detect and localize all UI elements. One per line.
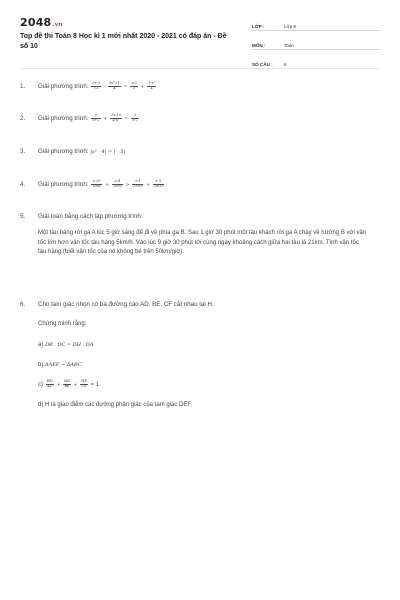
equation-3: |x² - 4| = | - 5| [90,149,126,155]
part-b-expr: ΔAEF ~ ΔABC [45,362,82,368]
part-c-tail: = 1 [88,381,100,388]
meta-row-subject [252,37,380,50]
part-b [38,361,82,370]
equation-4: $\frac{x-20}{1980}$ + $\frac{x-4}{2000}$ > $\frac{x-1}{2003}$ + $\frac{x-3}{2003}$ [92,179,163,188]
part-b-label: b) [38,362,46,368]
document-title: Top đề thi Toán 8 Học kì 1 mới nhất 2020 - 2021 có đáp án - Đề số 10 [20,33,227,50]
meta-value-count: 6 [284,62,287,67]
logo-tld: .vn [52,22,63,28]
meta-panel [252,18,380,75]
question-number: 6. [20,301,26,308]
header-divider [20,68,380,69]
question-text: Cho tam giác nhọn có ba đường cao AD, BE, CF cắt nhau tại H. [38,301,214,308]
part-a-expr: DB . DC = DH . DA [45,342,94,348]
question-number: 3. [20,148,26,155]
question-number: 2. [20,115,26,122]
part-c-label: c) [38,381,45,388]
question-text: Giải phương trình: [38,148,91,155]
problem-paragraph: Một tàu hàng rời ga A lúc 5 giờ sáng để đi về phía ga B. Sau 1 giờ 30 phút một tàu khách rời ga A chạy về hướng B với vận tốc lớn hơn vận tốc tàu hàng 5km/h. Vào lúc 9 giờ 30 phút tới cùng ngày khoảng cách giữa hai tàu là 21km. Tính vận tốc tàu hàng (biết vận tốc của nó không bé trên 50km/giờ). [38,230,367,255]
meta-key-subject: MÔN : [252,43,266,48]
question-text: Giải phương trình: [38,181,91,188]
equation-2: $\frac{x}{x+2}$ + $\frac{2x-10}{\text{4-x²}}$ = $\frac{2}{x-2}$ [92,113,138,122]
question-number: 4. [20,181,26,188]
meta-value-class: Lớp 8 [284,24,296,29]
question-number: 5. [20,213,26,220]
question-text: Giải phương trình: [38,115,91,122]
part-a-label: a) [38,342,46,348]
question-text: Giải toán bằng cách lập phương trình: [38,213,143,220]
site-logo[interactable] [20,16,63,29]
question-text: Giải phương trình: [38,83,91,90]
part-c-expr: $\frac{HD}{AD}$ + $\frac{HE}{BE}$ + $\frac{HF}{CF}$ [46,379,87,388]
part-c [38,380,99,390]
meta-key-count: SỐ CÂU : [252,62,273,67]
meta-key-class: LỚP : [252,24,265,29]
logo-main: 2048 [20,16,52,29]
proof-intro: Chứng minh rằng: [38,321,87,327]
part-d: d) H là giao điểm các đường phân giác của tam giác DEF. [38,402,193,408]
question-number: 1. [20,83,26,90]
equation-1: $\frac{5x-3}{12}$ - $\frac{\text{3x²+1}}{4}$ = $\frac{x-3}{3}$ + $\frac{\text{1-x²}}{4}$ [92,81,156,90]
meta-row-class [252,18,380,31]
part-a [38,341,93,350]
meta-value-subject: Toán [284,43,294,48]
